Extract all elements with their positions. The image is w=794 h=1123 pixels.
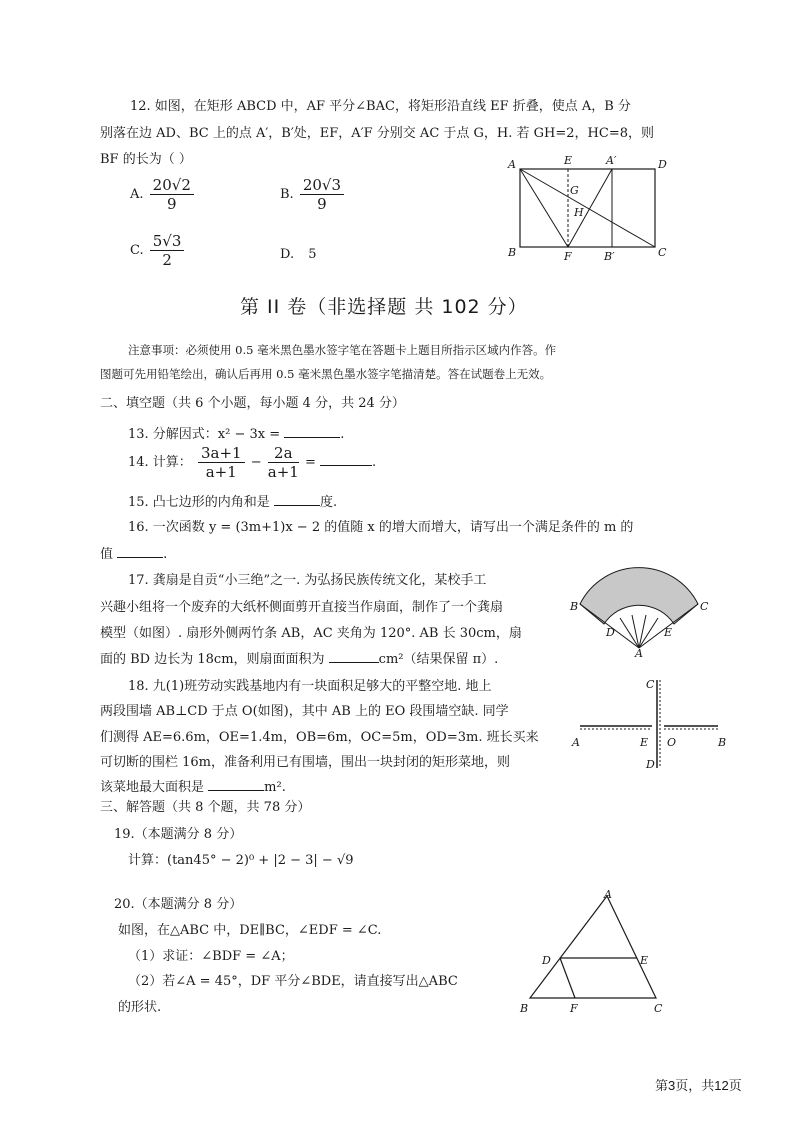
label-h: H [574, 206, 584, 219]
wall-label-e: E [640, 736, 649, 749]
section-2-title: 第 II 卷（非选择题 共 102 分） [240, 296, 528, 318]
option-b-fraction: $\frac{20√3}{9}$ [300, 176, 344, 213]
q13-answer-blank[interactable] [284, 425, 340, 438]
notice-line1: 注意事项：必须使用 0.5 毫米黑色墨水签字笔在答题卡上题目所指示区域内作答。作 [128, 343, 557, 357]
q14-fraction-1: $\frac{3a+1}{a+1}$ [198, 444, 245, 481]
label-a: A [508, 158, 516, 171]
page-number: 第3页，共12页 [655, 1078, 742, 1093]
tri-label-c: C [654, 1002, 663, 1015]
q17-fan-figure [568, 566, 713, 658]
q20-triangle-figure [510, 888, 680, 1016]
q12-option-d [280, 247, 317, 262]
q17-line3: 模型（如图）. 扇形外侧两竹条 AB，AC 夹角为 120°. AB 长 30cm，扇 [100, 626, 522, 641]
option-d-value: 5 [308, 247, 317, 262]
q20-line1: 如图，在△ABC 中，DE∥BC，∠EDF = ∠C. [118, 923, 382, 938]
notice-line2: 图题可先用铅笔绘出，确认后再用 0.5 毫米黑色墨水签字笔描清楚。答在试题卷上无效。 [100, 367, 552, 381]
q12-af [520, 169, 568, 247]
q17-answer-blank[interactable] [329, 650, 379, 663]
label-f: F [564, 250, 572, 263]
q14-fraction-2: $\frac{2a}{a+1}$ [267, 444, 299, 481]
wall-label-c: C [646, 678, 655, 691]
tri-label-f: F [570, 1002, 578, 1015]
fan-label-d: D [606, 626, 615, 639]
part3-heading: 三、解答题（共 8 个题，共 78 分） [100, 800, 311, 815]
q12-figure [500, 152, 680, 264]
option-a-fraction: $\frac{20√2}{9}$ [150, 176, 194, 213]
fan-label-e: E [664, 626, 673, 639]
wall-label-b: B [718, 736, 727, 749]
q12-ac [520, 169, 655, 247]
q20-line2: （1）求证：∠BDF = ∠A； [128, 949, 294, 964]
label-g: G [570, 184, 579, 197]
q12-option-a [130, 176, 196, 213]
segment-df [560, 958, 575, 998]
q17-line4: 面的 BD 边长为 18cm，则扇面面积为 cm²（结果保留 π）. [100, 652, 499, 667]
label-c: C [658, 246, 667, 259]
q19-title: 19.（本题满分 8 分） [114, 827, 243, 842]
q20-title: 20.（本题满分 8 分） [114, 897, 243, 912]
q15: 15. 凸七边形的内角和是 度. [128, 495, 338, 510]
q17-line2: 兴趣小组将一个废弃的大纸杯侧面剪开直接当作扇面，制作了一个龚扇 [100, 600, 504, 615]
option-b-label: B. [280, 187, 294, 202]
q18-wall-figure [568, 672, 738, 774]
fan-label-c: C [700, 600, 709, 613]
q20-line4: 的形状. [118, 1000, 162, 1015]
wall-label-o: O [667, 736, 677, 749]
fan-face [580, 568, 698, 624]
q20-line3: （2）若∠A = 45°，DF 平分∠BDE，请直接写出△ABC [128, 974, 458, 989]
tri-label-d: D [542, 954, 551, 967]
option-a-label: A. [130, 187, 144, 202]
q19-expression: 计算：(tan45° − 2)⁰ + |2 − 3| − √9 [128, 853, 354, 868]
fan-label-a: A [635, 647, 643, 658]
option-d-label: D. [280, 247, 295, 262]
q12-option-c [130, 232, 186, 269]
q14-answer-blank[interactable] [320, 453, 372, 466]
wall-label-d: D [646, 758, 655, 771]
label-b: B [508, 246, 517, 259]
wall-label-a: A [572, 736, 580, 749]
label-d: D [658, 158, 667, 171]
label-b-prime: B′ [604, 250, 615, 263]
q12-line2: 别落在边 AD、BC 上的点 A′，B′处，EF，A′F 分别交 AC 于点 G，H. 若 GH=2，HC=8，则 [100, 126, 654, 141]
q18-answer-blank[interactable] [208, 778, 264, 791]
q16-line2: 值 . [100, 547, 168, 562]
q13: 13. 分解因式：x² − 3x = . [128, 427, 345, 442]
q12-line3: BF 的长为（ ） [100, 152, 192, 167]
tri-label-e: E [640, 954, 649, 967]
q14: 14. 计算： $\frac{3a+1}{a+1}$ − $\frac{2a}{a+1}$ = . [128, 444, 377, 481]
triangle-abc [530, 896, 656, 998]
q18-line5: 该菜地最大面积是 m². [100, 780, 286, 795]
option-c-fraction: $\frac{5√3}{2}$ [150, 232, 185, 269]
q15-answer-blank[interactable] [274, 493, 320, 506]
q12-option-b [280, 176, 346, 213]
q17-line1: 17. 龚扇是自贡“小三绝”之一. 为弘扬民族传统文化，某校手工 [128, 573, 487, 588]
q18-line3: 们测得 AE=6.6m，OE=1.4m，OB=6m，OC=5m，OD=3m. 班长买来 [100, 730, 539, 745]
q12-line1: 12. 如图，在矩形 ABCD 中，AF 平分∠BAC，将矩形沿直线 EF 折叠，使点 A，B 分 [130, 99, 631, 114]
q18-line2: 两段围墙 AB⊥CD 于点 O(如图)，其中 AB 上的 EO 段围墙空缺. 同学 [100, 704, 509, 719]
label-a-prime: A′ [606, 154, 617, 167]
part2-heading: 二、填空题（共 6 个小题，每小题 4 分，共 24 分） [100, 396, 405, 411]
tri-label-a: A [604, 888, 612, 901]
q18-line1: 18. 九(1)班劳动实践基地内有一块面积足够大的平整空地. 地上 [128, 679, 492, 694]
q16-line1: 16. 一次函数 y = (3m+1)x − 2 的值随 x 的增大而增大，请写出一个满足条件的 m 的 [128, 520, 634, 535]
q16-answer-blank[interactable] [117, 545, 163, 558]
fan-label-b: B [570, 600, 579, 613]
option-c-label: C. [130, 243, 144, 258]
q18-line4: 可切断的围栏 16m，准备利用已有围墙，围出一块封闭的矩形菜地，则 [100, 755, 511, 770]
tri-label-b: B [520, 1002, 529, 1015]
label-e: E [564, 154, 573, 167]
